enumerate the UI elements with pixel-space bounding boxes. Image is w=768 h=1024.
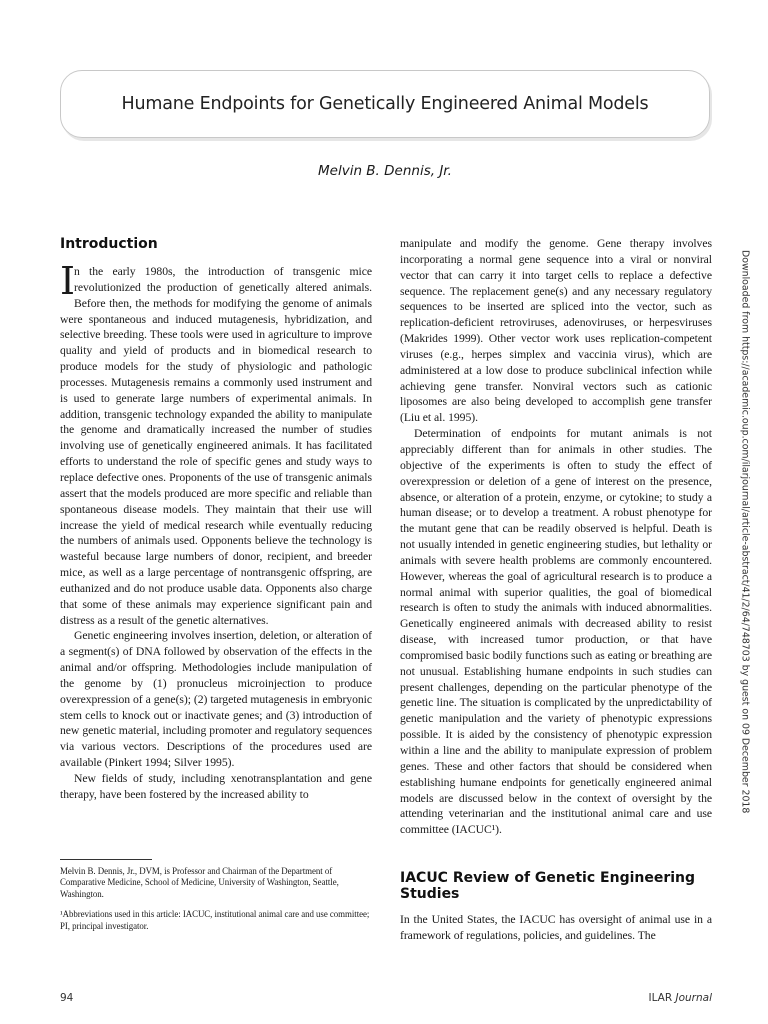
footnote-author: Melvin B. Dennis, Jr., DVM, is Professor and Chairman of the Department of Comparative Medicine, School of Medicine, University of Washington, Seattle, Washington. <box>60 866 339 899</box>
author-name: Melvin B. Dennis, Jr. <box>318 163 452 179</box>
footnote-rule <box>60 859 152 860</box>
section-heading-iacuc: IACUC Review of Genetic Engineering Studies <box>400 870 696 902</box>
paragraph-intro-4: manipulate and modify the genome. Gene therapy involves incorporating a normal gene sequence into a viral or nonviral vector that can carry it into target cells to replace a defective sequence. The replacement gene(s) and any necessary regulatory sequences to be inserted are spliced into the vector, such as replication-deficient retroviruses, adenoviruses, or herpesviruses (Makrides 1999). Other vector work uses replication-competent viruses (e.g., herpes simplex and vaccinia virus), which are administered at a low dose to produce subclinical infection while achieving gene transfer. Nonviral vectors such as cationic liposomes are also being developed to accomplish gene transfer (Liu et al. 1995). <box>400 237 712 425</box>
article-title: Humane Endpoints for Genetically Engineered Animal Models <box>121 94 649 114</box>
journal-name-main: ILAR <box>648 992 673 1004</box>
download-watermark <box>734 250 756 814</box>
left-column <box>60 236 372 803</box>
section-iacuc-review <box>400 870 712 944</box>
journal-name-italic: Journal <box>675 992 712 1004</box>
title-box <box>60 70 710 138</box>
journal-name <box>648 992 712 1004</box>
drop-cap: I <box>60 259 75 303</box>
paragraph-intro-5: Determination of endpoints for mutant animals is not appreciably different than for animals in other studies. The objective of the experiments is often to study the effect of overexpression or deletion of a gene of interest on the presence, absence, or alteration of a protein, enzyme, or cytokine; to study a human disease; or to develop a treatment. A robust phenotype for the mutant gene that can be readily observed is helpful. Death is not usually intended in genetic engineering studies, but lethality or animals with severe health problems are commonly encountered. However, whereas the goal of agricultural research is to produce a normal animal with superior qualities, the goal of biomedical research is often to study the animals with induced abnormalities. Genetically engineered animals with decreased ability to resist disease, with increased tumor production, or that have compromised basic bodily functions such as eating or breathing are not unusual. Establishing humane endpoints in such studies can present challenges, depending on the particular phenotype of the genetic line. The situation is complicated by the unpredictability of genetic manipulation and the variety of phenotypic expressions possible. It is aided by the consistency of phenotypic expression within a line and the ability to manipulate expression of problem genes. These and other factors that should be considered when establishing humane endpoints for genetically engineered animal models are discussed below in the context of oversight by the attending veterinarian and the institutional animal care and use committee (IACUC¹). <box>400 427 712 837</box>
right-column <box>400 236 712 838</box>
paragraph-intro-1 <box>60 259 372 628</box>
paragraph-intro-2: Genetic engineering involves insertion, deletion, or alteration of a segment(s) of DNA followed by observation of the effects in the animal and/or offspring. Methodologies include manipulation of the genome by (1) pronucleus microinjection to produce overexpression of a gene(s); (2) targeted mutagenesis in embryonic stem cells to knock out or inactivate genes; and (3) introduction of new genetic material, including promoter and regulatory sequences via various vectors. Descriptions of the procedures used are available (Pinkert 1994; Silver 1995). <box>60 629 372 770</box>
page-number: 94 <box>60 992 74 1004</box>
paragraph-intro-3: New fields of study, including xenotransplantation and gene therapy, have been fostered by the increased ability to <box>60 772 372 801</box>
download-watermark-text: Downloaded from https://academic.oup.com/ilarjournal/article-abstract/41/2/64/748703 by guest on 09 December 2018 <box>739 250 751 814</box>
section-heading-introduction: Introduction <box>60 236 158 252</box>
paragraph-intro-1-text: n the early 1980s, the introduction of transgenic mice revolutionized the production of genetically altered animals. Before then, the methods for modifying the genome of animals were spontaneous and induced mutagenesis, hybridization, and selective breeding. These tools were used in agriculture to improve quality and yield of products and in biomedical research to produce models for the study of physiologic and pathologic processes. Mutagenesis remains a commonly used instrument and is used to generate large numbers of experimental animals. In addition, transgenic technology expanded the ability to manipulate the genome and dramatically increased the number of studies involving use of genetically engineered animals. It has facilitated efforts to understand the role of specific genes and study ways to replace defective ones. Proponents of the use of transgenic animals assert that the models produced are more specific and reliable than spontaneous disease models. They maintain that their use will increase the yield of medical research while eventually reducing the numbers of animals used. Opponents believe the technology is wasteful because large numbers of donor, recipient, and breeder mice, as well as a large percentage of nontransgenic offspring, are euthanized and do not produce usable data. Opponents also charge that some of these animals may experience significant pain and distress as a result of the genetic alternatives. <box>60 265 372 627</box>
paragraph-iacuc-1: In the United States, the IACUC has oversight of animal use in a framework of regulations, policies, and guidelines. The <box>400 913 712 942</box>
footnote-abbreviations: ¹Abbreviations used in this article: IACUC, institutional animal care and use committee; PI, principal investigator. <box>60 909 370 931</box>
footnotes <box>60 866 372 932</box>
